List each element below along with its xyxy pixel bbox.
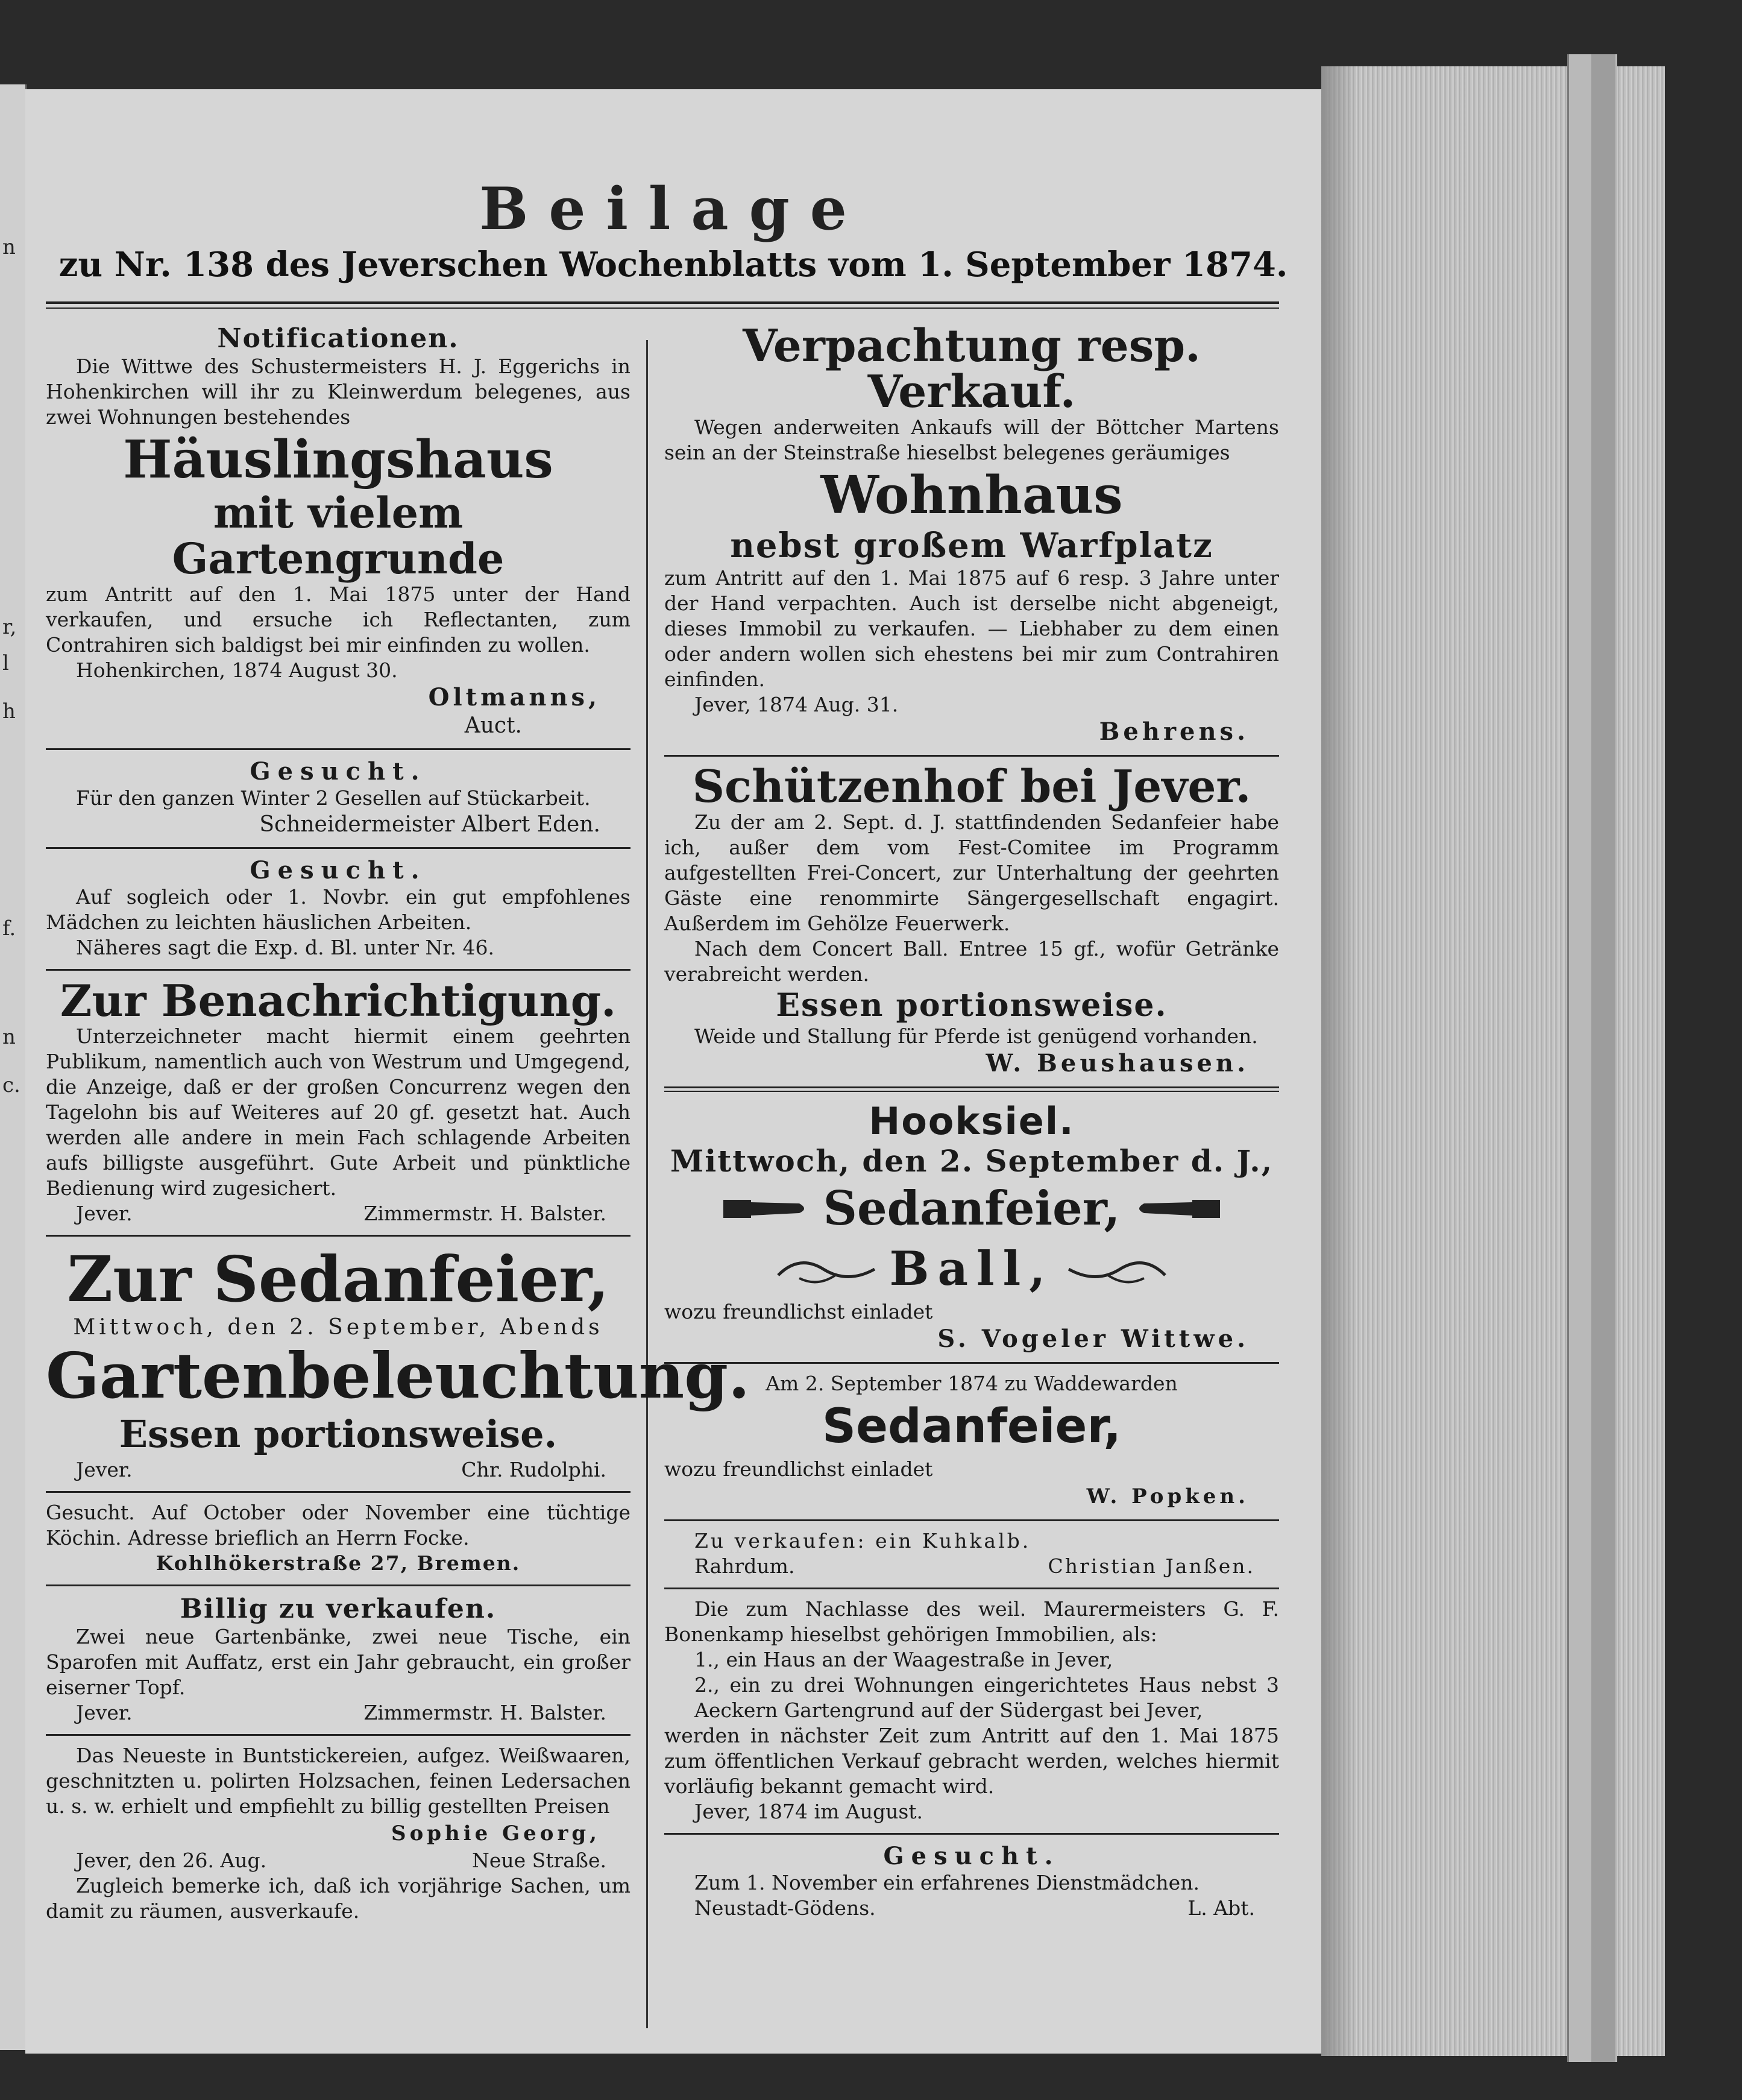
ad-text: Zwei neue Gartenbänke, zwei neue Tische, ein Sparofen mit Auffatz, erst ein Jahr gebraucht, ein großer eiserner Topf. xyxy=(46,1625,630,1699)
ad-text: Zum 1. November ein erfahrenes Dienstmädchen. xyxy=(694,1871,1200,1894)
ad-headline: Sedanfeier, xyxy=(823,1181,1121,1236)
ad-headline: mit vielem Gartengrunde xyxy=(172,488,505,584)
ad-heading: Gesucht. xyxy=(250,757,427,786)
ad-street: Neue Straße. xyxy=(471,1849,606,1872)
ad-signature: Schneidermeister Albert Eden. xyxy=(259,812,600,837)
ad-separator xyxy=(664,1086,1279,1092)
ad-koechin xyxy=(46,1500,630,1576)
ad-text: Das Neueste in Buntstickereien, aufgez. Weißwaaren, geschnitzten u. polirten Holzsachen, feinen Ledersachen u. s. w. erhielt und empfiehlt zu billig gestellten Preisen xyxy=(46,1744,630,1818)
ad-headline: Zur Sedanfeier, xyxy=(67,1242,609,1316)
ad-subheadline: Essen portionsweise. xyxy=(119,1412,558,1456)
ad-footer-line xyxy=(46,1457,630,1483)
margin-fragment: n xyxy=(2,235,16,259)
ad-subheadline: Essen portionsweise. xyxy=(776,987,1168,1024)
margin-fragment: r, xyxy=(2,615,17,639)
flourish-right-icon xyxy=(1066,1251,1168,1287)
ad-signature: S. Vogeler Wittwe. xyxy=(937,1325,1249,1353)
gutter-shadow xyxy=(1321,66,1357,2056)
ad-signature: Chr. Rudolphi. xyxy=(461,1458,606,1481)
ad-separator xyxy=(664,1833,1279,1835)
ad-text: Auf sogleich oder 1. Novbr. ein gut empfohlenes Mädchen zu leichten häuslichen Arbeiten. xyxy=(46,885,630,934)
ad-text: Die Wittwe des Schustermeisters H. J. Eggerichs in Hohenkirchen will ihr zu Kleinwerdum belegenes, aus zwei Wohnungen bestehendes xyxy=(46,355,630,429)
ad-heading: Gesucht. xyxy=(883,1842,1060,1870)
ad-text: werden in nächster Zeit zum Antritt auf den 1. Mai 1875 zum öffentlichen Verkauf gebracht werden, welches hiermit vorläufig bekannt gemacht wird. xyxy=(664,1724,1279,1798)
ad-headline: Hooksiel. xyxy=(869,1099,1075,1143)
ad-waddewarden xyxy=(664,1371,1279,1511)
ad-footer-line xyxy=(46,1201,630,1226)
page-subtitle: zu Nr. 138 des Jeverschen Wochenblatts vom 1. September 1874. xyxy=(58,245,1288,285)
ad-text: zum Antritt auf den 1. Mai 1875 auf 6 resp. 3 Jahre unter der Hand verpachten. Auch ist derselbe nicht abgeneigt, dieses Immobil zu verkaufen. — Liebhaber zu dem einen oder andern wollen sich ehestens bei mir zum Contrahiren einfinden. xyxy=(664,566,1279,691)
ad-separator xyxy=(46,847,630,849)
ad-separator xyxy=(46,969,630,971)
ad-signature: Oltmanns, xyxy=(428,683,600,711)
column-divider xyxy=(646,340,648,2028)
ad-headline: Schützenhof bei Jever. xyxy=(692,761,1251,813)
ad-signature: Christian Janßen. xyxy=(1048,1554,1255,1578)
ad-place-date: Jever, den 26. Aug. xyxy=(76,1849,267,1872)
ad-address: Kohlhökerstraße 27, Bremen. xyxy=(156,1551,521,1575)
ad-feature-row xyxy=(664,1179,1279,1239)
ad-headline: Ball, xyxy=(889,1241,1054,1296)
ad-separator xyxy=(46,1491,630,1493)
ad-text: zum Antritt auf den 1. Mai 1875 unter der Hand verkaufen, und ersuche ich Reflectanten, zum Contrahiren sich baldigst bei mir einfinden zu wollen. xyxy=(46,582,630,657)
ad-text: Gesucht. Auf October oder November eine tüchtige Köchin. Adresse brieflich an Herrn Focke. xyxy=(46,1501,630,1550)
ad-place-date: Jever, 1874 im August. xyxy=(694,1800,923,1823)
ad-headline: Zur Benachrichtigung. xyxy=(60,975,617,1026)
ad-signature: L. Abt. xyxy=(1187,1896,1255,1920)
ad-date-line: Mittwoch, den 2. September, Abends xyxy=(73,1315,603,1340)
ad-gesucht-gesellen xyxy=(46,757,630,839)
scan-frame xyxy=(1591,54,1615,2062)
ad-bonenkamp xyxy=(664,1597,1279,1824)
ad-place: Jever. xyxy=(76,1458,133,1481)
ad-separator xyxy=(46,1584,630,1586)
margin-fragment: l xyxy=(2,651,9,675)
right-column xyxy=(664,320,1279,1929)
ad-text: Zu der am 2. Sept. d. J. stattfindenden Sedanfeier habe ich, außer dem vom Fest-Comitee im Programm aufgestellten Frei-Concert, zur Unterhaltung der geehrten Gäste eine renommirte Sängergesellschaft engagirt. Außerdem im Gehölze Feuerwerk. xyxy=(664,810,1279,935)
ad-signature: Behrens. xyxy=(1099,717,1249,746)
ad-place: Jever. xyxy=(76,1701,133,1724)
ad-place: Jever. xyxy=(76,1202,133,1225)
ad-heading: Gesucht. xyxy=(250,856,427,884)
ad-hooksiel xyxy=(664,1099,1279,1354)
ad-text: Zu verkaufen: ein Kuhkalb. xyxy=(694,1529,1031,1553)
ad-headline: Gartenbeleuchtung. xyxy=(46,1339,750,1413)
ad-footer-line xyxy=(46,1848,630,1873)
ad-reference: Näheres sagt die Exp. d. Bl. unter Nr. 46. xyxy=(76,936,494,959)
ad-heading: Notificationen. xyxy=(217,323,459,354)
ad-text: Wegen anderweiten Ankaufs will der Böttcher Martens sein an der Steinstraße hieselbst belegenes geräumiges xyxy=(664,415,1279,464)
ad-place: Neustadt-Gödens. xyxy=(694,1896,876,1920)
ad-place-date: Hohenkirchen, 1874 August 30. xyxy=(76,658,398,682)
margin-fragment: f. xyxy=(2,916,16,941)
ad-separator xyxy=(664,755,1279,757)
ad-text: Weide und Stallung für Pferde ist genügend vorhanden. xyxy=(694,1024,1258,1048)
ad-headline: Wohnhaus xyxy=(820,465,1123,526)
ad-place: Rahrdum. xyxy=(694,1554,795,1578)
ad-separator xyxy=(46,748,630,750)
ad-billig-verkaufen xyxy=(46,1594,630,1726)
ad-signature: Zimmermstr. H. Balster. xyxy=(363,1701,606,1724)
ad-feature-row xyxy=(664,1239,1279,1299)
ad-headline: Sedanfeier, xyxy=(822,1399,1122,1454)
ad-footer-line xyxy=(664,1554,1279,1579)
newspaper-page xyxy=(25,89,1321,2054)
ad-note: Zugleich bemerke ich, daß ich vorjährige Sachen, um damit zu räumen, ausverkaufe. xyxy=(46,1874,630,1923)
ad-sedanfeier-rudolphi xyxy=(46,1242,750,1483)
ad-separator xyxy=(664,1362,1279,1364)
ad-list-item: 2., ein zu drei Wohnungen eingerichtetes Haus nebst 3 Aeckern Gartengrund auf der Südergast bei Jever, xyxy=(694,1673,1279,1722)
header-rule-thin xyxy=(46,307,1279,309)
ad-text: wozu freundlichst einladet xyxy=(664,1457,933,1481)
ad-subheadline: nebst großem Warfplatz xyxy=(730,526,1213,566)
ad-separator xyxy=(664,1588,1279,1589)
ad-separator xyxy=(46,1734,630,1736)
header-rule xyxy=(46,301,1279,304)
ad-footer-line xyxy=(46,1700,630,1726)
ad-footer-line xyxy=(664,1896,1279,1921)
ad-headline: Verpachtung resp. Verkauf. xyxy=(743,320,1201,418)
flourish-left-icon xyxy=(775,1251,878,1287)
ad-kuhkalb xyxy=(664,1528,1279,1579)
ad-date-line: Mittwoch, den 2. September d. J., xyxy=(670,1143,1274,1179)
pointing-hand-right-icon xyxy=(721,1195,811,1223)
ad-haeuslingshaus xyxy=(46,323,630,740)
ad-role: Auct. xyxy=(464,713,522,738)
ad-text: Nach dem Concert Ball. Entree 15 gf., wofür Getränke verabreicht werden. xyxy=(664,937,1279,986)
ad-signature: W. Beushausen. xyxy=(986,1049,1249,1077)
ad-date-line: Am 2. September 1874 zu Waddewarden xyxy=(766,1372,1178,1395)
ad-list-item: 1., ein Haus an der Waagestraße in Jever, xyxy=(694,1648,1113,1671)
ad-text: wozu freundlichst einladet xyxy=(664,1300,933,1323)
adjacent-page-strip xyxy=(0,84,27,2050)
ad-headline: Häuslingshaus xyxy=(123,429,553,490)
ad-benachrichtigung xyxy=(46,975,630,1226)
ad-verpachtung xyxy=(664,320,1279,746)
ad-heading: Billig zu verkaufen. xyxy=(180,1594,497,1624)
ad-signature: Sophie Georg, xyxy=(391,1821,600,1846)
ad-dienstmaedchen xyxy=(664,1842,1279,1921)
page-title: Beilage xyxy=(479,175,867,243)
ad-buntstickereien xyxy=(46,1743,630,1924)
ad-signature: W. Popken. xyxy=(1086,1484,1249,1509)
pointing-hand-left-icon xyxy=(1132,1195,1222,1223)
ad-signature: Zimmermstr. H. Balster. xyxy=(363,1202,606,1225)
ad-place-date: Jever, 1874 Aug. 31. xyxy=(694,693,899,716)
margin-fragment: c. xyxy=(2,1073,20,1097)
ad-text: Unterzeichneter macht hiermit einem geehrten Publikum, namentlich auch von Westrum und Umgegend, die Anzeige, daß er der großen Concurrenz wegen den Tagelohn bis auf Weiteres auf 20 gf. gesetzt hat. Auch werden alle andere in mein Fach schlagende Arbeiten aufs billigste ausgeführt. Gute Arbeit und pünktliche Bedienung wird zugesichert. xyxy=(46,1024,630,1200)
margin-fragment: n xyxy=(2,1025,16,1049)
ad-gesucht-maedchen xyxy=(46,856,630,960)
ad-separator xyxy=(664,1519,1279,1521)
margin-fragment: h xyxy=(2,699,16,724)
ad-separator xyxy=(46,1235,630,1237)
ad-text: Die zum Nachlasse des weil. Maurermeisters G. F. Bonenkamp hieselbst gehörigen Immobilien, als: xyxy=(664,1597,1279,1646)
ad-schuetzenhof xyxy=(664,761,1279,1078)
ad-text: Für den ganzen Winter 2 Gesellen auf Stückarbeit. xyxy=(76,786,591,810)
